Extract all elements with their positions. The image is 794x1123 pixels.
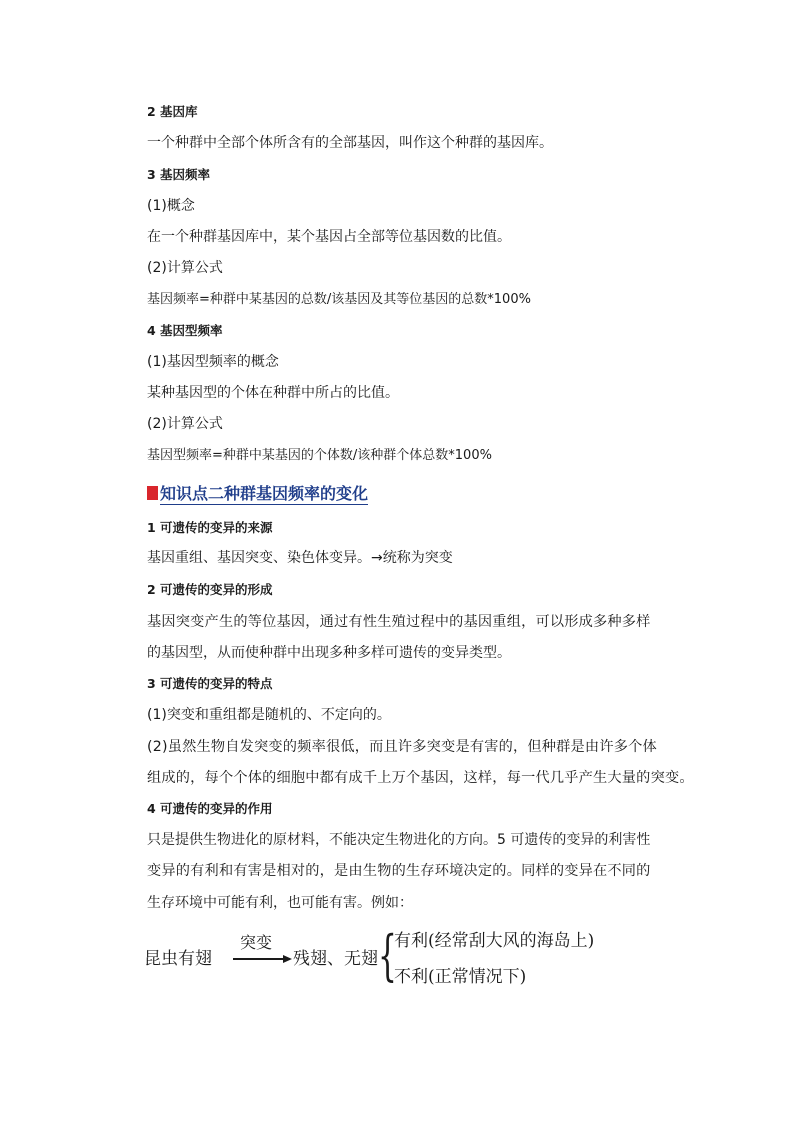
heading-gene-frequency: 3 基因频率 [147, 167, 211, 182]
section-marker-icon [147, 486, 158, 500]
heading-variation-source: 1 可遗传的变异的来源 [147, 520, 273, 535]
heading-variation-features: 3 可遗传的变异的特点 [147, 676, 273, 691]
diagram-result: 残翅、无翅 [293, 949, 378, 969]
paragraph-formation-line-2: 的基因型，从而使种群中出现多种多样可遗传的变异类型。 [147, 645, 511, 661]
paragraph-genotype-concept: 某种基因型的个体在种群中所占的比值。 [147, 385, 399, 401]
paragraph-harm-line-2: 生存环境中可能有利，也可能有害。例如： [147, 895, 413, 911]
heading-variation-role: 4 可遗传的变异的作用 [147, 801, 273, 816]
paragraph-features-2b: 组成的，每个个体的细胞中都有成千上万个基因，这样，每一代几乎产生大量的突变。 [147, 770, 694, 786]
heading-variation-formation: 2 可遗传的变异的形成 [147, 582, 273, 597]
paragraph-genotype-formula: 基因型频率=种群中某基因的个体数/该种群个体总数*100% [147, 448, 492, 463]
diagram-arrow-line [233, 958, 287, 960]
diagram-branch-good: 有利(经常刮大风的海岛上) [394, 931, 595, 951]
section-title-text: 知识点二种群基因频率的变化 [160, 484, 369, 503]
paragraph-gene-frequency-formula: 基因频率=种群中某基因的总数/该基因及其等位基因的总数*100% [147, 292, 531, 307]
heading-gene-pool: 2 基因库 [147, 104, 198, 119]
heading-genotype-frequency: 4 基因型频率 [147, 323, 223, 338]
diagram-subject: 昆虫有翅 [144, 949, 212, 969]
paragraph-harm-line-1: 变异的有利和有害是相对的，是由生物的生存环境决定的。同样的变异在不同的 [147, 863, 651, 879]
paragraph-formation-line-1: 基因突变产生的等位基因，通过有性生殖过程中的基因重组，可以形成多种多样 [147, 614, 651, 630]
diagram-arrow-head-icon [283, 955, 292, 963]
diagram-brace-icon: { [378, 924, 397, 987]
paragraph-variation-role: 只是提供生物进化的原材料，不能决定生物进化的方向。5 可遗传的变异的利害性 [147, 832, 651, 848]
mutation-diagram [140, 920, 660, 1000]
paragraph-features-2a: (2)虽然生物自发突变的频率很低，而且许多突变是有害的，但种群是由许多个体 [147, 739, 657, 755]
paragraph-features-1: (1)突变和重组都是随机的、不定向的。 [147, 707, 391, 723]
diagram-branch-bad: 不利(正常情况下) [394, 967, 527, 987]
paragraph-gene-pool: 一个种群中全部个体所含有的全部基因，叫作这个种群的基因库。 [147, 135, 553, 151]
subheading-genotype-concept: (1)基因型频率的概念 [147, 354, 279, 370]
subheading-formula: (2)计算公式 [147, 260, 223, 276]
subheading-concept: (1)概念 [147, 198, 195, 214]
diagram-arrow-label: 突变 [240, 933, 273, 952]
section-title [147, 482, 368, 506]
paragraph-gene-frequency-concept: 在一个种群基因库中，某个基因占全部等位基因数的比值。 [147, 229, 511, 245]
subheading-formula-2: (2)计算公式 [147, 416, 223, 432]
paragraph-variation-source: 基因重组、基因突变、染色体变异。→统称为突变 [147, 550, 453, 566]
